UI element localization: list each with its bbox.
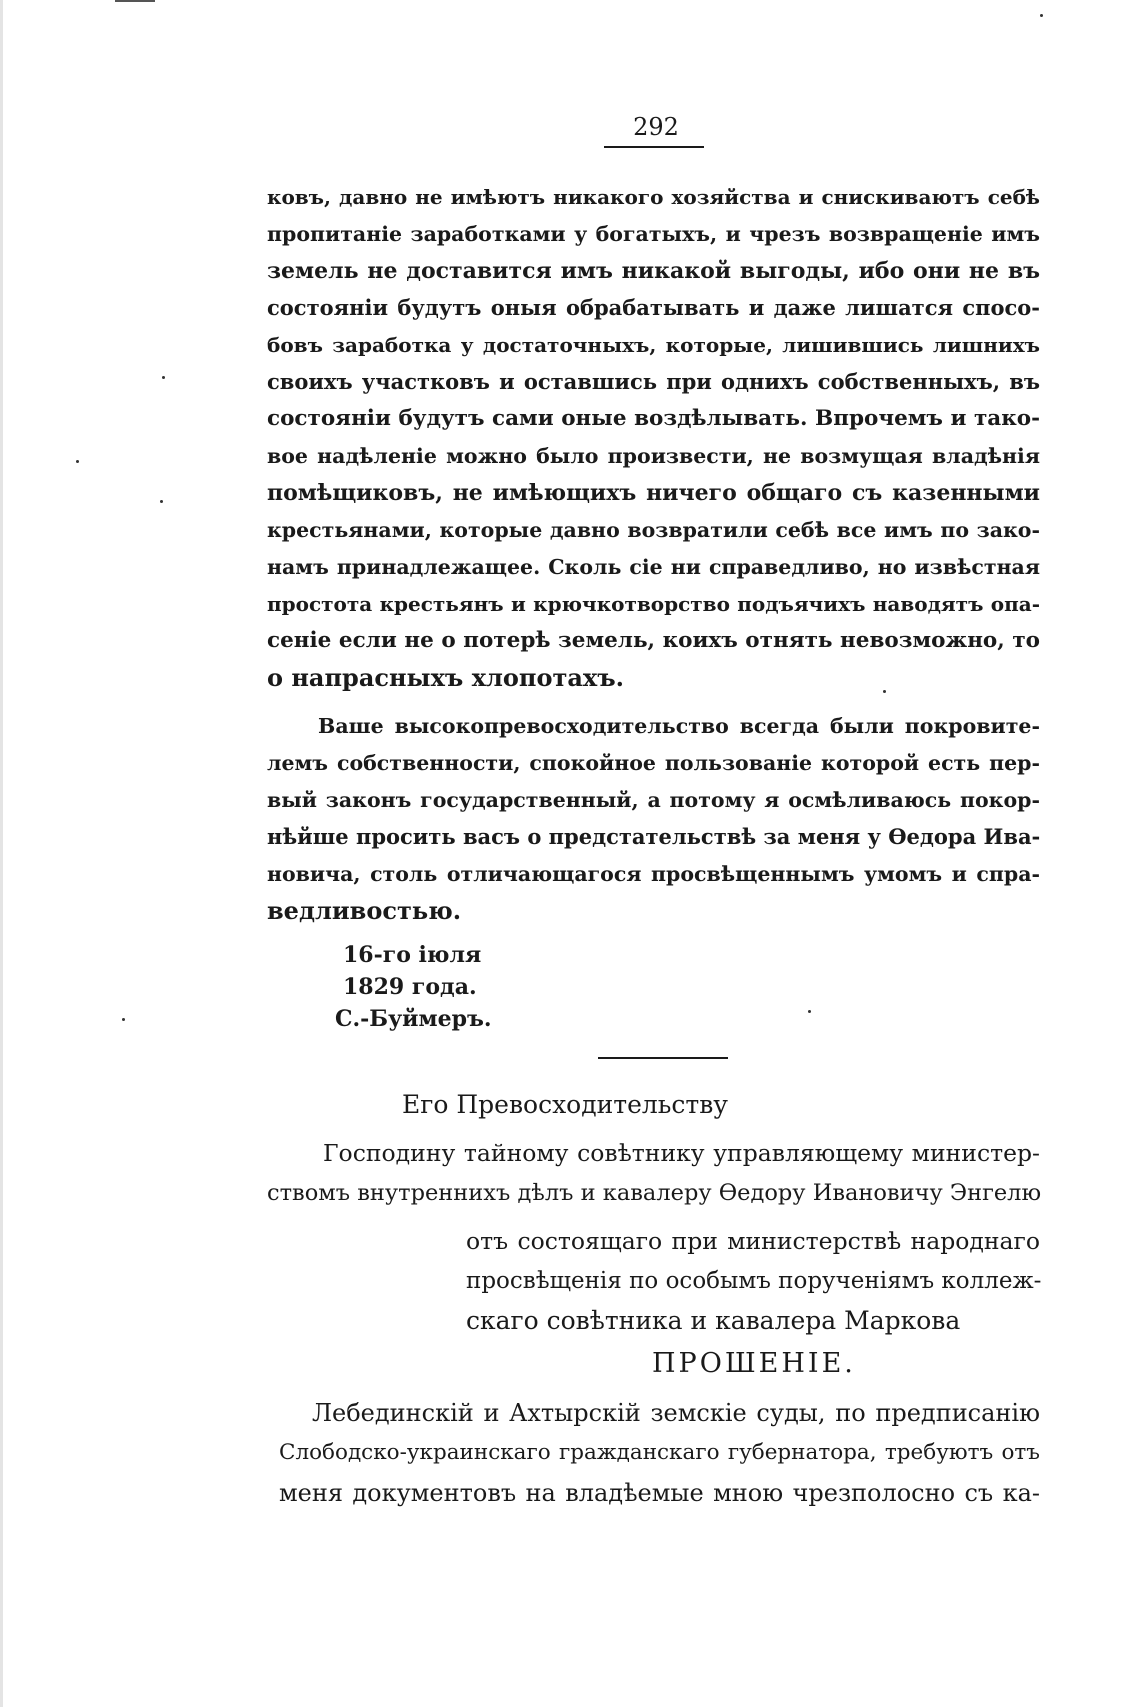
- body-line: вое надѣленіе можно было произвести, не возмущая владѣнія: [267, 444, 1040, 468]
- body-line: ковъ, давно не имѣютъ никакого хозяйства и снискиваютъ себѣ: [267, 185, 1040, 209]
- body-line: помѣщиковъ, не имѣющихъ ничего общаго съ казенными: [267, 480, 1040, 506]
- body-line: состояніи будутъ сами оные воздѣлывать. Впрочемъ и тако-: [267, 406, 1040, 431]
- scan-edge: [0, 0, 3, 1707]
- scan-speck: [160, 500, 163, 503]
- scan-mark: [115, 0, 155, 2]
- body-line: своихъ участковъ и оставшись при однихъ собственныхъ, въ: [267, 369, 1040, 394]
- body-line-last: о напрасныхъ хлопотахъ.: [267, 663, 624, 692]
- page-number: 292: [633, 113, 679, 141]
- body-line: состояніи будутъ оныя обрабатывать и даже лишатся спосо-: [267, 295, 1040, 320]
- address-title: Его Превосходительству: [402, 1090, 729, 1119]
- section-divider: [598, 1057, 728, 1059]
- signature-place: С.-Буймеръ.: [335, 1006, 492, 1032]
- address-from-line: скаго совѣтника и кавалера Маркова: [466, 1306, 961, 1335]
- signature-date: 16-го іюля: [343, 942, 482, 968]
- body-line: пропитаніе заработками у богатыхъ, и чрезъ возвращеніе имъ: [267, 222, 1040, 246]
- body-line: бовъ заработка у достаточныхъ, которые, лишившись лишнихъ: [267, 333, 1040, 357]
- body-line: меня документовъ на владѣемые мною чрезполосно съ ка-: [279, 1479, 1040, 1507]
- body-line: вый законъ государственный, а потому я осмѣливаюсь покор-: [267, 788, 1040, 812]
- scan-speck: [808, 1010, 811, 1013]
- body-line: лемъ собственности, спокойное пользованіе которой есть пер-: [267, 751, 1040, 775]
- address-line: ствомъ внутреннихъ дѣлъ и кавалеру Ѳедору Ивановичу Энгелю: [267, 1180, 1042, 1206]
- body-line-indent: Лебединскій и Ахтырскій земскіе суды, по предписанію: [312, 1399, 1040, 1427]
- address-from-line: просвѣщенія по особымъ порученіямъ коллеж-: [466, 1268, 1042, 1294]
- address-from-line: отъ состоящаго при министерствѣ народнаго: [466, 1227, 1040, 1255]
- scan-speck: [1040, 14, 1043, 17]
- body-line: земель не доставится имъ никакой выгоды, ибо они не въ: [267, 258, 1040, 284]
- scan-speck: [162, 376, 165, 379]
- scan-speck: [883, 690, 886, 693]
- signature-year: 1829 года.: [343, 974, 477, 1000]
- address-line: Господину тайному совѣтнику управляющему министер-: [323, 1139, 1040, 1167]
- body-line: крестьянами, которые давно возвратили себѣ все имъ по зако-: [267, 518, 1040, 542]
- body-line: сеніе если не о потерѣ земель, коихъ отнять невозможно, то: [267, 628, 1040, 653]
- scan-speck: [76, 460, 79, 463]
- page-number-rule: [604, 146, 704, 148]
- body-line: Слободско-украинскаго гражданскаго губернатора, требуютъ отъ: [279, 1440, 1040, 1465]
- body-line: простота крестьянъ и крючкотворство подъячихъ наводятъ опа-: [267, 592, 1040, 616]
- body-line-indent: Ваше высокопревосходительство всегда были покровите-: [318, 714, 1040, 738]
- body-line: новича, столь отличающагося просвѣщеннымъ умомъ и спра-: [267, 862, 1040, 886]
- scan-speck: [122, 1018, 125, 1021]
- body-line: намъ принадлежащее. Сколь сіе ни справедливо, но извѣстная: [267, 555, 1040, 579]
- body-line-last: ведливостью.: [267, 896, 462, 925]
- petition-heading: ПРОШЕНІЕ.: [652, 1348, 856, 1379]
- body-line: нѣйше просить васъ о предстательствѣ за меня у Ѳедора Ива-: [267, 824, 1041, 849]
